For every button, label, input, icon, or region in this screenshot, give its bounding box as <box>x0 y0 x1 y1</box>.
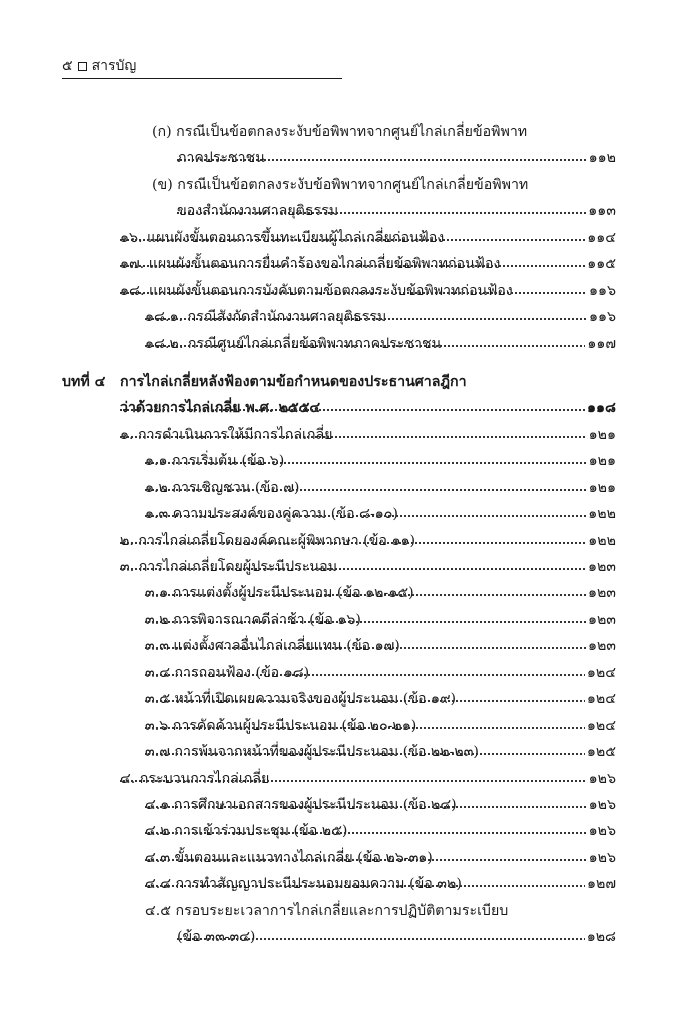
toc-entry-text: ของสำนักงานศาลยุติธรรม <box>177 200 340 222</box>
toc-page-number: ๑๒๖ <box>587 847 616 869</box>
toc-entry <box>0 250 679 276</box>
toc-entry <box>0 870 679 896</box>
dot-leader <box>120 542 609 544</box>
header-page-number: ๕ <box>62 58 73 74</box>
toc-entry-text: ว่าด้วยการไกล่เกลี่ย พ.ศ. ๒๕๕๔ <box>120 397 322 419</box>
toc-entry <box>0 632 679 658</box>
dot-leader <box>177 212 609 214</box>
toc-entry <box>0 659 679 685</box>
table-of-contents <box>0 118 679 950</box>
toc-entry <box>0 712 679 738</box>
toc-entry-text: ๔.๕ กรอบระยะเวลาการไกล่เกลี่ยและการปฏิบัติตามระเบียบ <box>145 900 510 922</box>
toc-entry-text: ๔.๑ การศึกษาเอกสารของผู้ประนีประนอม (ข้อ ๒๔) <box>145 794 459 816</box>
toc-entry-text: (ข) กรณีเป็นข้อตกลงระงับข้อพิพาทจากศูนย์ไกล่เกลี่ยข้อพิพาท <box>152 174 530 196</box>
toc-entry-text: ๔.๒ การเข้าร่วมประชุม (ข้อ ๒๕) <box>145 820 349 842</box>
dot-leader <box>120 436 609 438</box>
toc-entry <box>0 553 679 579</box>
toc-entry-text: ๓.๒ การพิจารณาคดีล่าช้า (ข้อ ๑๖) <box>145 609 363 631</box>
toc-page-number: ๑๑๗ <box>585 333 616 355</box>
toc-page-number: ๑๒๓ <box>586 609 616 631</box>
dot-leader <box>120 409 609 411</box>
toc-page-number: ๑๒๑ <box>587 450 616 472</box>
toc-page-number: ๑๒๘ <box>585 926 616 948</box>
toc-page-number: ๑๒๔ <box>585 715 616 737</box>
toc-entry-text: ๒. การไกล่เกลี่ยโดยองค์คณะผู้พิพากษา (ข้อ ๑๑) <box>120 530 417 552</box>
header-section-title: สารบัญ <box>91 58 137 74</box>
dot-leader <box>145 318 609 320</box>
dot-leader <box>145 727 609 729</box>
toc-page-number: ๑๒๒ <box>586 530 616 552</box>
toc-entry <box>0 144 679 170</box>
toc-page-number: ๑๒๔ <box>585 662 616 684</box>
toc-entry-text: ๓.๕ หน้าที่เปิดเผยความจริงของผู้ประนอม (ข้อ ๑๙) <box>145 688 458 710</box>
dot-leader <box>145 594 609 596</box>
toc-page-number: ๑๑๘ <box>585 397 616 419</box>
toc-entry <box>0 579 679 605</box>
dot-leader <box>145 806 609 808</box>
toc-entry-text: ๑๘.๒. กรณีศูนย์ไกล่เกลี่ยข้อพิพาทภาคประชาชน <box>145 333 443 355</box>
toc-entry <box>0 897 679 923</box>
dot-leader <box>145 515 609 517</box>
dot-leader <box>145 753 609 755</box>
toc-entry-text: ๑.๑ การเริ่มต้น (ข้อ ๖) <box>145 450 286 472</box>
toc-entry <box>0 606 679 632</box>
toc-entry-text: ภาคประชาชน <box>177 147 267 169</box>
toc-page-number: ๑๒๓ <box>586 635 616 657</box>
toc-page-number: ๑๒๑ <box>587 424 616 446</box>
dot-leader <box>120 568 609 570</box>
toc-entry <box>0 224 679 250</box>
toc-page-number: ๑๒๔ <box>585 688 616 710</box>
checkbox-square-icon <box>78 62 87 71</box>
dot-leader <box>120 292 609 294</box>
chapter-label: บทที่ ๔ <box>62 373 106 390</box>
toc-page-number: ๑๒๖ <box>587 794 616 816</box>
toc-entry-text: ๑๗. แผนผังขั้นตอนการยื่นคำร้องขอไกล่เกลี่ยข้อพิพาทก่อนฟ้อง <box>120 253 502 275</box>
toc-entry <box>0 394 679 420</box>
dot-leader <box>145 885 609 887</box>
dot-leader <box>145 621 609 623</box>
toc-page-number: ๑๑๓ <box>586 200 616 222</box>
chapter-title: การไกล่เกลี่ยหลังฟ้องตามข้อกำหนดของประธานศาลฎีกา <box>120 371 469 393</box>
dot-leader <box>177 938 609 940</box>
toc-entry-text: ๑.๓ ความประสงค์ของคู่ความ (ข้อ ๘-๑๐) <box>145 503 400 525</box>
toc-entry-text: ๓. การไกล่เกลี่ยโดยผู้ประนีประนอม <box>120 556 339 578</box>
toc-entry-text: (ก) กรณีเป็นข้อตกลงระงับข้อพิพาทจากศูนย์ไกล่เกลี่ยข้อพิพาท <box>152 121 529 143</box>
dot-leader <box>145 700 609 702</box>
header-rule <box>62 78 342 79</box>
toc-entry <box>0 791 679 817</box>
toc-entry <box>0 817 679 843</box>
toc-entry-text: ๔. กระบวนการไกล่เกลี่ย <box>120 768 271 790</box>
toc-page-number: ๑๒๓ <box>586 556 616 578</box>
toc-entry <box>0 738 679 764</box>
toc-entry-text: ๓.๖ การคัดค้านผู้ประนีประนอม (ข้อ ๒๐-๒๑) <box>145 715 418 737</box>
toc-entry-text: ๓.๗ การพ้นจากหน้าที่ของผู้ประนีประนอม (ข้อ ๒๒-๒๓) <box>145 741 481 763</box>
toc-page-number: ๑๒๓ <box>586 582 616 604</box>
dot-leader <box>145 674 609 676</box>
toc-entry <box>0 844 679 870</box>
toc-entry <box>0 447 679 473</box>
toc-entry <box>0 118 679 144</box>
toc-entry-text: ๑.๒ การเชิญชวน (ข้อ ๗) <box>145 477 301 499</box>
toc-page-number: ๑๑๕ <box>585 253 616 275</box>
toc-entry <box>0 171 679 197</box>
toc-entry-text: ๓.๑ การแต่งตั้งผู้ประนีประนอม (ข้อ ๑๒-๑๕) <box>145 582 416 604</box>
running-header <box>62 56 136 76</box>
dot-leader <box>120 780 609 782</box>
toc-entry <box>0 500 679 526</box>
toc-entry <box>0 277 679 303</box>
dot-leader <box>145 489 609 491</box>
toc-entry-text: ๑๘. แผนผังขั้นตอนการบังคับตามข้อตกลงระงับข้อพิพาทก่อนฟ้อง <box>120 280 515 302</box>
toc-entry <box>0 527 679 553</box>
toc-entry <box>0 421 679 447</box>
toc-page-number: ๑๒๑ <box>587 477 616 499</box>
toc-entry-text: ๔.๓ ขั้นตอนและแนวทางไกล่เกลี่ย (ข้อ ๒๖-๓๑) <box>145 847 435 869</box>
toc-entry <box>0 474 679 500</box>
toc-entry-text: ๑. การดำเนินการให้มีการไกล่เกลี่ย <box>120 424 334 446</box>
dot-leader <box>177 159 609 161</box>
toc-entry-text: ๓.๔ การถอนฟ้อง (ข้อ ๑๘) <box>145 662 311 684</box>
toc-entry <box>0 330 679 356</box>
chapter-spacer <box>0 356 679 368</box>
toc-page-number: ๑๑๖ <box>587 280 616 302</box>
toc-page-number: ๑๒๖ <box>587 820 616 842</box>
dot-leader <box>145 462 609 464</box>
toc-page-number: ๑๑๔ <box>585 227 616 249</box>
toc-entry <box>0 765 679 791</box>
toc-entry-text: ๑๘.๑. กรณีสังกัดสำนักงานศาลยุติธรรม <box>145 306 388 328</box>
toc-entry <box>0 303 679 329</box>
toc-page-number: ๑๑๖ <box>587 306 616 328</box>
dot-leader <box>145 832 609 834</box>
toc-page-number: ๑๑๒ <box>587 147 616 169</box>
toc-entry <box>0 197 679 223</box>
toc-page-number: ๑๒๕ <box>585 741 616 763</box>
dot-leader <box>120 265 609 267</box>
toc-entry-text: (ข้อ ๓๓-๓๔) <box>177 926 257 948</box>
toc-entry <box>0 923 679 949</box>
toc-entry-text: ๓.๓ แต่งตั้งศาลอื่นไกล่เกลี่ยแทน (ข้อ ๑๗) <box>145 635 402 657</box>
dot-leader <box>145 345 609 347</box>
dot-leader <box>145 859 609 861</box>
toc-entry <box>0 685 679 711</box>
toc-entry-text: ๑๖. แผนผังขั้นตอนการขึ้นทะเบียนผู้ไกล่เกลี่ยก่อนฟ้อง <box>120 227 446 249</box>
dot-leader <box>145 647 609 649</box>
toc-page-number: ๑๒๒ <box>586 503 616 525</box>
chapter-heading <box>0 368 679 394</box>
dot-leader <box>120 239 609 241</box>
toc-page-number: ๑๒๖ <box>587 768 616 790</box>
toc-page-number: ๑๒๗ <box>585 873 616 895</box>
toc-entry-text: ๔.๔ การทำสัญญาประนีประนอมยอมความ (ข้อ ๓๒) <box>145 873 464 895</box>
